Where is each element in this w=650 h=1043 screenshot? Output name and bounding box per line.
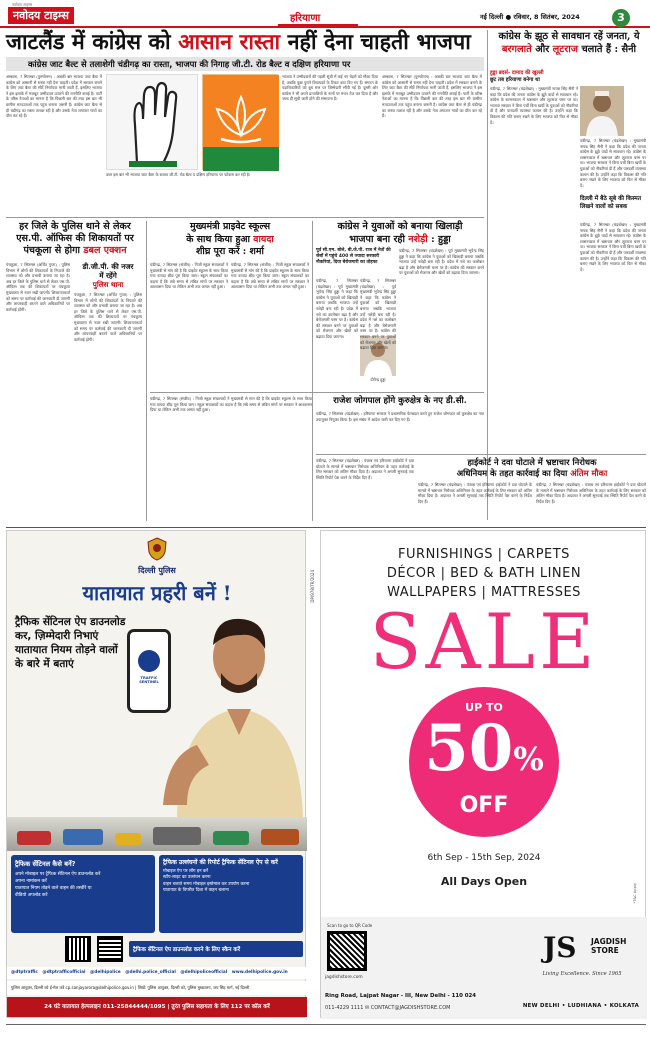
hooda-story-headline: कांग्रेस ने युवाओं को बनाया खिलाड़ी भाजपा बना रही नशेड़ी : हुड्डा bbox=[337, 221, 463, 245]
report-title: ट्रैफिक उल्लंघनों की रिपोर्ट ट्रैफिक सेंटिनल ऐप से करें bbox=[163, 859, 278, 866]
report-item: यातायात के विपरीत दिशा में वाहन चलाना bbox=[163, 888, 229, 894]
divider-col-mid bbox=[312, 221, 313, 521]
street-scene bbox=[7, 817, 307, 851]
page-number: 3 bbox=[612, 9, 630, 27]
how-to-item: अपने मोबाइल पर ट्रैफिक सेंटिनल ऐप डाउनलोड करें bbox=[15, 872, 101, 877]
police-boxhead: डी.जी.पी. की नजर में रहेंगे पुलिस थाना bbox=[82, 262, 134, 289]
report-item: वाहन चलाते समय मोबाइल इस्तेमाल कर उपयोग करना bbox=[163, 881, 250, 887]
website-link[interactable]: www.delhipolice.gov.in bbox=[231, 970, 288, 975]
report-item: मोबाइल ऐप पर लॉग इन करें bbox=[163, 868, 209, 874]
divider-lead bbox=[6, 217, 484, 218]
store-address: Ring Road, Lajpat Nagar - III, New Delhi - 110 024 bbox=[325, 993, 477, 999]
section-underline bbox=[278, 24, 358, 26]
helpline-bar: 24 घंटे यातायात हेल्पलाइन 011-25844444/1095 | तुरंत पुलिस सहायता के लिए 112 पर कॉल करें bbox=[7, 997, 307, 1017]
all-days-open: All Days Open bbox=[440, 875, 528, 888]
discount-circle bbox=[409, 687, 559, 837]
divider-ads bbox=[6, 527, 646, 528]
store-contact: 011-4229 1111 ✉ CONTACT@JAGDISHSTORE.COM bbox=[325, 1005, 451, 1011]
schools-story-headline: मुख्यमंत्री प्राइवेट स्कूल्स के साथ किया हुआ वायदा शीघ्र पूरा करें : शर्मा bbox=[186, 221, 274, 257]
store-categories: FURNISHINGS | CARPETS DÉCOR | BED & BATH LINEN WALLPAPERS | MATTRESSES bbox=[386, 547, 582, 600]
report-item: स्टॉप-लाइट का उल्लंघन करना bbox=[163, 875, 211, 881]
hooda-story-deck: पूर्व सी.एम. बोले, बी.जे.पी. राज में नेतों की जेबों में पहुंचे 400 से ज्यादा सरकारी नौकरियां, दिया बेरोजगारी का तोहफा bbox=[316, 248, 391, 266]
terms-note: *T&C Apply bbox=[633, 883, 637, 904]
social-row bbox=[7, 967, 307, 979]
lead-deck: कांग्रेस जाट बैल्ट से तलाशेगी चंडीगढ़ का रास्ता, भाजपा की निगाह जी.टी. रोड बैल्ट व दक्षिण हरियाणा पर bbox=[6, 57, 484, 71]
issue-date: नई दिल्ली ● रविवार, 8 सितंबर, 2024 bbox=[480, 13, 580, 21]
how-to-item: अपना नामांकन करें bbox=[15, 879, 47, 884]
hand-symbol-icon bbox=[107, 75, 199, 171]
hooda-story-body-4: चंडीगढ़, 7 सितम्बर (चंद्रशेखर) : पूर्व मुख्यमंत्री भूपेन्द्र सिंह हुड्डा ने कहा कि कांग्रेस ने युवाओं को खिलाड़ी बनाया जबकि भाजपा उन्हें नशेड़ी बना रही है। प्रदेश में नशे का कारोबार बढ़ा है और बेरोजगारी चरम पर है। कांग्रेस की सरकार बनने पर युवाओं को रोजगार और खेलों को बढ़ावा दिया जाएगा। bbox=[360, 278, 396, 351]
bjp-symbol-photo bbox=[202, 74, 278, 170]
police-address-line: पुलिस आयुक्त, दिल्ली को ई-मेल करें cp.sanjayarora@delhipolice.gov.in | लिखें: पुलिस आयुक्त, दिल्ली को, पुलिस मुख्यालय, जय सिंह मार्ग, नई दिल्ली bbox=[7, 981, 307, 995]
how-to-item: वीडियो अपलोड करें bbox=[15, 893, 48, 898]
divider-jogpal bbox=[150, 392, 484, 393]
traffic-scene-icon bbox=[7, 817, 307, 851]
store-brand: JAGDISH STORE bbox=[591, 937, 627, 955]
sale-dates: 6th Sep - 15th Sep, 2024 bbox=[427, 853, 541, 863]
social-handle[interactable]: @dtptraffic bbox=[11, 970, 38, 975]
section-name: हरियाणा bbox=[290, 13, 321, 24]
police-logo bbox=[117, 537, 197, 576]
how-to-item: यातायात नियम तोड़ने वाले वाहन की तस्वीरें या bbox=[15, 886, 92, 891]
js-logo: JS bbox=[543, 931, 577, 964]
hooda-story-body: चंडीगढ़, 7 सितम्बर (चंद्रशेखर) : पूर्व मुख्यमंत्री भूपेन्द्र सिंह हुड्डा ने कहा कि कांग्रेस ने युवाओं को खिलाड़ी बनाया जबकि भाजपा उन्हें नशेड़ी बना रही है। प्रदेश में नशे का कारोबार बढ़ा है और बेरोजगारी चरम पर है। कांग्रेस की सरकार बनने पर युवाओं को रोजगार और खेलों को बढ़ावा दिया जाएगा। bbox=[316, 278, 358, 339]
jagdish-store-ad bbox=[320, 530, 646, 1018]
cm-story-kicker: हुड्डा ब्रदर्स- दामाद की खुल्ली छूट तब हरियाणा बनेगा था bbox=[490, 70, 544, 83]
lead-photo-caption: उधर इस बार भी भाजपा जाट बैल्ट के बजाय जी.टी. रोड बैल्ट व दक्षिण हरियाणा पर फोकस कर रही है। bbox=[106, 172, 251, 177]
how-to-panel bbox=[11, 855, 155, 933]
masthead-small-tag: नवोदय टाइम्स bbox=[12, 2, 33, 7]
divider-col-left bbox=[146, 221, 147, 521]
masthead-bar bbox=[0, 0, 650, 28]
lead-headline: जाटलैंड में कांग्रेस को आसान रास्ता नहीं देना चाहती भाजपा bbox=[6, 30, 471, 55]
portrait-icon bbox=[580, 86, 624, 136]
court-story-body: चंडीगढ़, 7 सितम्बर (चंद्रशेखर) : पंजाब एवं हरियाणा हाईकोर्ट ने दवा घोटाले के मामले में भ्रष्टाचार निरोधक अधिनियम के तहत कार्रवाई के लिए सरकार को अंतिम मौका दिया है। अदालत ने अगली सुनवाई तक स्थिति रिपोर्ट पेश करने के निर्देश दिए हैं। bbox=[316, 458, 414, 480]
cm-story-body-2: चंडीगढ़, 7 सितम्बर (चंद्रशेखर) : मुख्यमंत्री नायब सिंह सैनी ने कहा कि प्रदेश की जनता कांग्रेस के झूठे वादों से सावधान रहे। कांग्रेस के शासनकाल में भ्रष्टाचार और लूटराज चरम पर था। भाजपा सरकार ने बिना पर्ची बिना खर्ची के युवाओं को नौकरियां दी हैं और पारदर्शी व्यवस्था कायम की है। उन्होंने कहा कि विकास की गति बनाए रखने के लिए भाजपा को फिर से मौका दें। bbox=[580, 138, 646, 188]
page-bottom-rule bbox=[6, 1024, 646, 1025]
discount-value: 50% bbox=[424, 711, 544, 786]
divider-court bbox=[316, 454, 646, 455]
lead-body-col1: अम्बाला, 7 सितम्बर (पुरुषोत्तम) : अबकी बार भाजपा जाट बैल्ट में कांग्रेस को आसानी से रास्ता नहीं देना चाहती। प्रदेश में सरकार बनाने के लिए जाट बैल्ट की सीटें निर्णायक मानी जाती हैं, इसलिए भाजपा ने इस इलाके में मजबूत उम्मीदवार उतारने की रणनीति बनाई है। पार्टी के वरिष्ठ नेताओं का मानना है कि पिछली बार की तरह इस बार भी ग्रामीण मतदाताओं तक पहुंच बनाना जरूरी है। कांग्रेस जाट बैल्ट से ही चंडीगढ़ का रास्ता तलाश रही है और उसके नेता लगातार गांवों का दौरा कर रहे हैं। bbox=[6, 74, 102, 119]
phone-app-title: TRAFFIC SENTINEL bbox=[139, 676, 159, 684]
police-ad-main-copy: ट्रैफिक सेंटिनल ऐप डाउनलोड कर, ज़िम्मेदारी निभाएं यातायात नियम तोड़ने वालों के बारे में बताएं bbox=[15, 616, 126, 670]
lead-body-col4: भाजपा ने उम्मीदवारों की पहली सूची में कई नए चेहरों को मौका दिया है, जबकि कुछ पुराने विधायकों के टिकट काट दिए गए हैं। संगठन के पदाधिकारियों को बूथ स्तर पर जिम्मेदारी सौंपी गई है। दूसरी ओर कांग्रेस ने भी अपने प्रत्याशियों के नामों पर मंथन तेज कर दिया है और जल्द ही सूची जारी होने की संभावना है। bbox=[282, 74, 378, 102]
qr-banner: ट्रैफिक सेंटिनल ऐप डाउनलोड करने के लिए स्कैन करें bbox=[129, 941, 303, 957]
store-website[interactable]: jagdishstore.com bbox=[325, 975, 363, 980]
store-tagline: Living Excellence. Since 1965 bbox=[542, 971, 622, 977]
police-qr-code[interactable] bbox=[65, 936, 91, 962]
cm-story-body: चंडीगढ़, 7 सितम्बर (चंद्रशेखर) : मुख्यमंत्री नायब सिंह सैनी ने कहा कि प्रदेश की जनता कांग्रेस के झूठे वादों से सावधान रहे। कांग्रेस के शासनकाल में भ्रष्टाचार और लूटराज चरम पर था। भाजपा सरकार ने बिना पर्ची बिना खर्ची के युवाओं को नौकरियां दी हैं और पारदर्शी व्यवस्था कायम की है। उन्होंने कहा कि विकास की गति बनाए रखने के लिए भाजपा को फिर से मौका दें। bbox=[490, 86, 578, 125]
police-story-body-2: पंचकूला, 7 सितम्बर (अर्चित गुप्ता) : पुलिस विभाग में लोगों की शिकायतों के निपटारे की व्यवस्था को और प्रभावी बनाया जा रहा है। अब हर जिले के पुलिस थाने से लेकर एस.पी. ऑफिस तक की शिकायतों पर पंचकूला मुख्यालय से नजर रखी जाएगी। शिकायतकर्ता को समय पर कार्रवाई की जानकारी दी जाएगी और लापरवाही बरतने वाले अधिकारियों पर कार्रवाई होगी। bbox=[74, 292, 142, 342]
dc-story-body-mid: चंडीगढ़, 7 सितम्बर (संजीव) : निजी स्कूल संचालकों ने मुख्यमंत्री से मांग की है कि प्राइवेट स्कूल्स के साथ किया गया वायदा शीघ्र पूरा किया जाए। स्कूल संचालकों का कहना है कि लंबे समय से लंबित मांगों पर सरकार ने आश्वासन दिया था लेकिन अभी तक अमल नहीं हुआ। bbox=[150, 396, 312, 413]
social-handle[interactable]: @delhipoliceofficial bbox=[180, 970, 228, 975]
police-ad-code: DP/978/TR/2024 bbox=[310, 570, 315, 603]
hooda-photo-caption: दीपेन्द्र हुड्डा bbox=[370, 377, 386, 382]
social-handle[interactable]: @delhipolice bbox=[89, 970, 121, 975]
store-qr-code[interactable] bbox=[327, 931, 367, 971]
divider-right-col bbox=[487, 30, 488, 520]
dc-story-body: चंडीगढ़, 7 सितम्बर (चंद्रशेखर) : हरियाणा सरकार ने प्रशासनिक फेरबदल करते हुए राजेश जोगपाल को कुरुक्षेत्र का नया उपायुक्त नियुक्त किया है। इस संबंध में आदेश जारी कर दिए गए हैं। bbox=[316, 411, 484, 422]
person-illustration bbox=[157, 605, 305, 817]
dc-story-headline: राजेश जोगपाल होंगे कुरुक्षेत्र के नए डी.सी. bbox=[333, 396, 467, 406]
model-photo bbox=[157, 605, 305, 817]
congress-symbol-photo bbox=[106, 74, 198, 170]
police-badge-icon bbox=[146, 537, 168, 561]
court-story-body-3: चंडीगढ़, 7 सितम्बर (चंद्रशेखर) : पंजाब एवं हरियाणा हाईकोर्ट ने दवा घोटाले के मामले में भ्रष्टाचार निरोधक अधिनियम के तहत कार्रवाई के लिए सरकार को अंतिम मौका दिया है। अदालत ने अगली सुनवाई तक स्थिति रिपोर्ट पेश करने के निर्देश दिए हैं। bbox=[536, 482, 646, 504]
sale-wordmark: SALE bbox=[369, 597, 599, 686]
delhi-police-ad bbox=[6, 530, 306, 1018]
court-story-headline: हाईकोर्ट ने दवा घोटाले में भ्रष्टाचार निरोधक अधिनियम के तहत कार्रवाई का दिया अंतिम मौका bbox=[456, 457, 608, 478]
store-cities: NEW DELHI • LUDHIANA • KOLKATA bbox=[522, 1003, 640, 1009]
upto-label: UP TO bbox=[465, 701, 503, 714]
report-panel bbox=[159, 855, 303, 933]
cm-side-head: दिल्ली में बैठे सूबे की किस्मत लिखने वालों को सबक bbox=[580, 196, 642, 210]
social-handle[interactable]: @dtptrafficofficial bbox=[42, 970, 86, 975]
police-ad-slogan: यातायात प्रहरी बनें ! bbox=[82, 581, 232, 605]
court-story-body-2: चंडीगढ़, 7 सितम्बर (चंद्रशेखर) : पंजाब एवं हरियाणा हाईकोर्ट ने दवा घोटाले के मामले में भ्रष्टाचार निरोधक अधिनियम के तहत कार्रवाई के लिए सरकार को अंतिम मौका दिया है। अदालत ने अगली सुनवाई तक स्थिति रिपोर्ट पेश करने के निर्देश दिए हैं। bbox=[418, 482, 532, 504]
police-logo-text: दिल्ली पुलिस bbox=[138, 566, 176, 575]
police-qr-code-2[interactable] bbox=[97, 936, 123, 962]
schools-story-body-2: चंडीगढ़, 7 सितम्बर (संजीव) : निजी स्कूल संचालकों ने मुख्यमंत्री से मांग की है कि प्राइवेट स्कूल्स के साथ किया गया वायदा शीघ्र पूरा किया जाए। स्कूल संचालकों का कहना है कि लंबे समय से लंबित मांगों पर सरकार ने आश्वासन दिया था लेकिन अभी तक अमल नहीं हुआ। bbox=[231, 262, 309, 290]
off-label: OFF bbox=[459, 793, 509, 818]
how-to-title: ट्रैफिक सेंटिनल कैसे बनें? bbox=[15, 860, 76, 868]
cm-portrait-photo bbox=[580, 86, 624, 136]
social-handle[interactable]: @delhi.police_official bbox=[125, 970, 176, 975]
police-story-body: पंचकूला, 7 सितम्बर (अर्चित गुप्ता) : पुलिस विभाग में लोगों की शिकायतों के निपटारे की व्यवस्था को और प्रभावी बनाया जा रहा है। अब हर जिले के पुलिस थाने से लेकर एस.पी. ऑफिस तक की शिकायतों पर पंचकूला मुख्यालय से नजर रखी जाएगी। शिकायतकर्ता को समय पर कार्रवाई की जानकारी दी जाएगी और लापरवाही बरतने वाले अधिकारियों पर कार्रवाई होगी। bbox=[6, 262, 70, 312]
lead-body-col5: अम्बाला, 7 सितम्बर (पुरुषोत्तम) : अबकी बार भाजपा जाट बैल्ट में कांग्रेस को आसानी से रास्ता नहीं देना चाहती। प्रदेश में सरकार बनाने के लिए जाट बैल्ट की सीटें निर्णायक मानी जाती हैं, इसलिए भाजपा ने इस इलाके में मजबूत उम्मीदवार उतारने की रणनीति बनाई है। पार्टी के वरिष्ठ नेताओं का मानना है कि पिछली बार की तरह इस बार भी ग्रामीण मतदाताओं तक पहुंच बनाना जरूरी है। कांग्रेस जाट बैल्ट से ही चंडीगढ़ का रास्ता तलाश रही है और उसके नेता लगातार गांवों का दौरा कर रहे हैं। bbox=[382, 74, 482, 119]
lotus-symbol-icon bbox=[203, 75, 279, 171]
schools-story-body: चंडीगढ़, 7 सितम्बर (संजीव) : निजी स्कूल संचालकों ने मुख्यमंत्री से मांग की है कि प्राइवेट स्कूल्स के साथ किया गया वायदा शीघ्र पूरा किया जाए। स्कूल संचालकों का कहना है कि लंबे समय से लंबित मांगों पर सरकार ने आश्वासन दिया था लेकिन अभी तक अमल नहीं हुआ। bbox=[150, 262, 228, 290]
hooda-story-body-2: चंडीगढ़, 7 सितम्बर (चंद्रशेखर) : पूर्व मुख्यमंत्री भूपेन्द्र सिंह हुड्डा ने कहा कि कांग्रेस ने युवाओं को खिलाड़ी बनाया जबकि भाजपा उन्हें नशेड़ी बना रही है। प्रदेश में नशे का कारोबार बढ़ा है और बेरोजगारी चरम पर है। कांग्रेस की सरकार बनने पर युवाओं को रोजगार और खेलों को बढ़ावा दिया जाएगा। bbox=[399, 248, 484, 276]
masthead-logo: नवोदय टाइम्स bbox=[8, 7, 74, 24]
cm-story-headline: कांग्रेस के झूठ से सावधान रहें जनता, ये बरगलाते और लूटराज चलाते हैं : सैनी bbox=[498, 31, 640, 55]
cm-story-body-3: चंडीगढ़, 7 सितम्बर (चंद्रशेखर) : मुख्यमंत्री नायब सिंह सैनी ने कहा कि प्रदेश की जनता कांग्रेस के झूठे वादों से सावधान रहे। कांग्रेस के शासनकाल में भ्रष्टाचार और लूटराज चरम पर था। भाजपा सरकार ने बिना पर्ची बिना खर्ची के युवाओं को नौकरियां दी हैं और पारदर्शी व्यवस्था कायम की है। उन्होंने कहा कि विकास की गति बनाए रखने के लिए भाजपा को फिर से मौका दें। bbox=[580, 222, 646, 272]
scan-label: Scan to go to QR Code bbox=[327, 923, 373, 928]
police-story-headline: हर जिले के पुलिस थाने से लेकर एस.पी. ऑफिस की शिकायतों पर पंचकूला से होगा डबल एक्शन bbox=[16, 221, 134, 256]
